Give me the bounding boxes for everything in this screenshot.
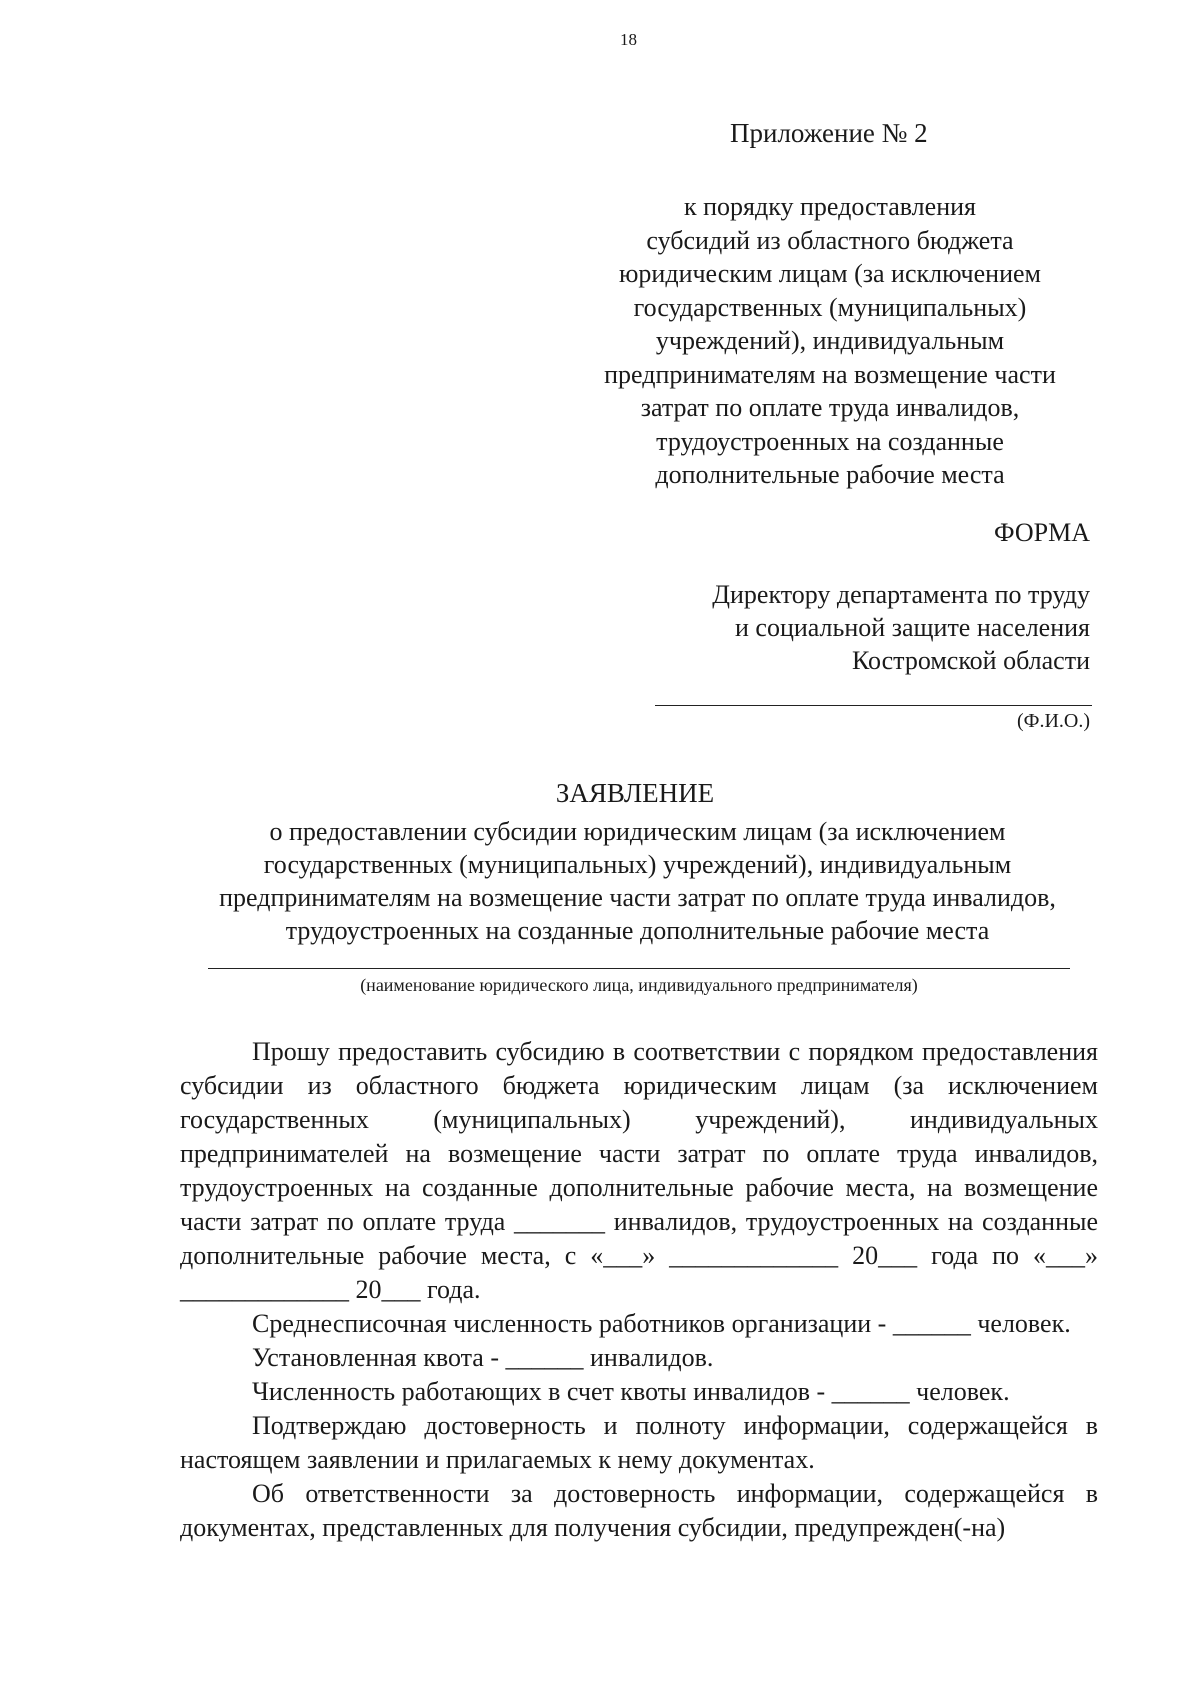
request-paragraph: Прошу предоставить субсидию в соответствии с порядком предоставления субсидии из областного бюджета юридическим лицам (за исключением государственных (муниципальных) учреждений), индивидуальных предпринимателей на возмещение части затрат по оплате труда инвалидов, трудоустроенных на созданные дополнительные рабочие места, на возмещение части затрат по оплате труда _______ инвалидов, трудоустроенных на созданные дополнительные рабочие места, с «___» _____________ 20___ года по «___» _____________ 20___ года. [180,1037,1098,1304]
confirmation-paragraph: Подтверждаю достоверность и полноту информации, содержащейся в настоящем заявлении и прилагаемых к нему документах. [180,1411,1098,1474]
applicant-name-fill-line [208,968,1070,969]
statement-subtitle [170,815,1105,947]
quota-employees-paragraph: Численность работающих в счет квоты инвалидов - ______ человек. [252,1377,1010,1406]
addressee-line: Костромской области [851,646,1090,675]
quota-paragraph: Установленная квота - ______ инвалидов. [252,1343,714,1372]
statement-title: ЗАЯВЛЕНИЕ [555,778,715,808]
applicant-name-caption: (наименование юридического лица, индивидуального предпринимателя) [360,975,918,995]
addressee-line: и социальной защите населения [734,613,1090,642]
appendix-note-line: к порядку предоставления [684,192,976,221]
appendix-note-line: юридическим лицам (за исключением [619,259,1041,288]
statement-body [180,1035,1098,1545]
addressee-block [712,578,1090,677]
appendix-note-line: предпринимателям на возмещение части [604,359,1056,389]
appendix-note-line: государственных (муниципальных) [633,292,1027,322]
page-number: 18 [620,30,637,49]
statement-subtitle-line: о предоставлении субсидии юридическим лицам (за исключением [269,817,1006,846]
appendix-title: Приложение № 2 [730,118,928,148]
appendix-note-line: затрат по оплате труда инвалидов, [640,393,1020,422]
appendix-note [560,190,1100,492]
fio-fill-line [655,705,1092,706]
addressee-line: Директору департамента по труду [712,580,1090,609]
appendix-note-line: трудоустроенных на созданные [656,426,1004,456]
statement-subtitle-line: предпринимателям на возмещение части затрат по оплате труда инвалидов, [219,883,1056,912]
appendix-note-line: дополнительные рабочие места [655,460,1005,489]
fio-caption: (Ф.И.О.) [1016,710,1090,732]
appendix-note-line: субсидий из областного бюджета [646,225,1014,255]
appendix-note-line: учреждений), индивидуальным [655,326,1005,355]
statement-subtitle-line: трудоустроенных на созданные дополнительные рабочие места [285,916,990,945]
statement-subtitle-line: государственных (муниципальных) учреждений), индивидуальным [263,850,1012,879]
headcount-paragraph: Среднесписочная численность работников организации - ______ человек. [252,1309,1071,1338]
liability-paragraph: Об ответственности за достоверность информации, содержащейся в документах, представленных для получения субсидии, предупрежден(-на) [180,1479,1098,1542]
form-label: ФОРМА [994,518,1090,547]
